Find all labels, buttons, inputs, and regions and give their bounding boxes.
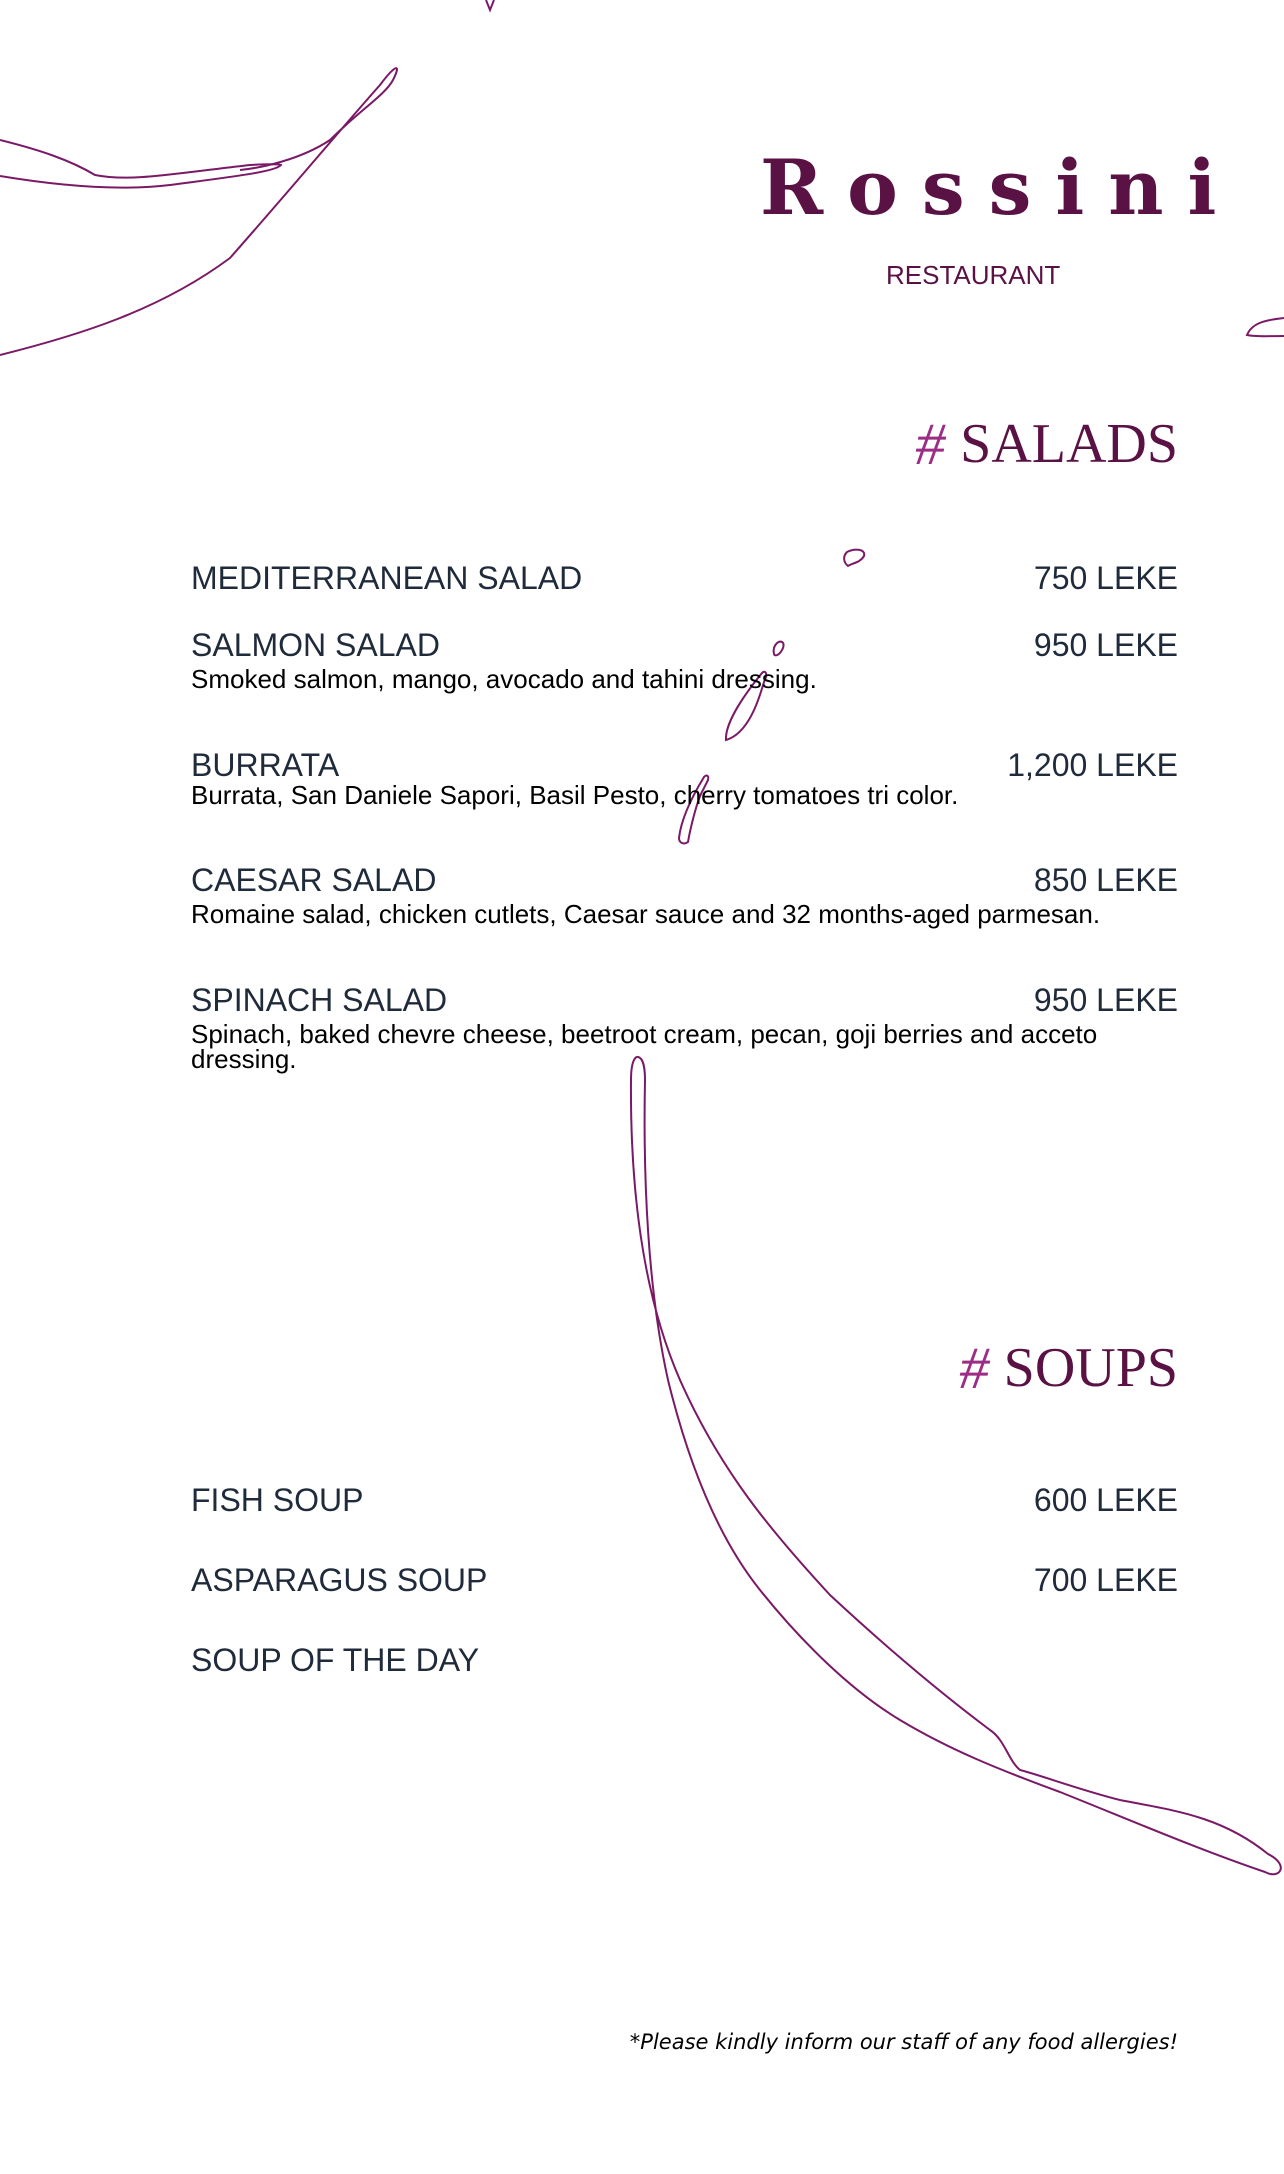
item-name: SPINACH SALAD: [191, 982, 448, 1018]
item-description: Romaine salad, chicken cutlets, Caesar sauce and 32 months-aged parmesan.: [191, 899, 1101, 929]
menu-item-salmon-salad: [191, 629, 1178, 692]
item-name: MEDITERRANEAN SALAD: [191, 560, 583, 596]
item-name: FISH SOUP: [191, 1482, 364, 1518]
menu-item-burrata: [191, 749, 1178, 808]
menu-item-mediterranean-salad: [191, 562, 1178, 594]
item-name: ASPARAGUS SOUP: [191, 1562, 488, 1598]
item-price: 1,200 LEKE: [1007, 747, 1178, 783]
item-price: 950 LEKE: [1033, 982, 1178, 1018]
hash-icon: #: [953, 1335, 996, 1401]
section-title: SOUPS: [1003, 1337, 1178, 1399]
item-name: SOUP OF THE DAY: [191, 1642, 480, 1678]
item-name: BURRATA: [191, 747, 340, 783]
section-heading-soups: [953, 1335, 1178, 1401]
item-price: 950 LEKE: [1033, 627, 1178, 663]
item-price: 850 LEKE: [1033, 862, 1178, 898]
item-description: Spinach, baked chevre cheese, beetroot cream, pecan, goji berries and acceto dressing.: [191, 1019, 1098, 1074]
menu-item-soup-of-the-day: [191, 1644, 1178, 1676]
item-name: SALMON SALAD: [191, 627, 440, 663]
section-title: SALADS: [960, 413, 1178, 475]
restaurant-subtitle: RESTAURANT: [886, 260, 1061, 290]
restaurant-logo-name: Rossini: [760, 143, 1241, 232]
menu-item-caesar-salad: [191, 864, 1178, 927]
allergy-footnote: *Please kindly inform our staff of any food allergies!: [629, 2030, 1178, 2054]
menu-item-fish-soup: [191, 1484, 1178, 1516]
hash-icon: #: [910, 411, 952, 477]
item-description: Burrata, San Daniele Sapori, Basil Pesto, cherry tomatoes tri color.: [191, 780, 959, 810]
section-heading-salads: [910, 411, 1178, 477]
menu-item-asparagus-soup: [191, 1564, 1178, 1596]
item-price: 600 LEKE: [1033, 1482, 1178, 1518]
item-price: 750 LEKE: [1033, 560, 1178, 596]
menu-item-spinach-salad: [191, 982, 1178, 1074]
item-description: Smoked salmon, mango, avocado and tahini dressing.: [191, 664, 817, 694]
item-price: 700 LEKE: [1033, 1562, 1178, 1598]
item-name: CAESAR SALAD: [191, 862, 437, 898]
